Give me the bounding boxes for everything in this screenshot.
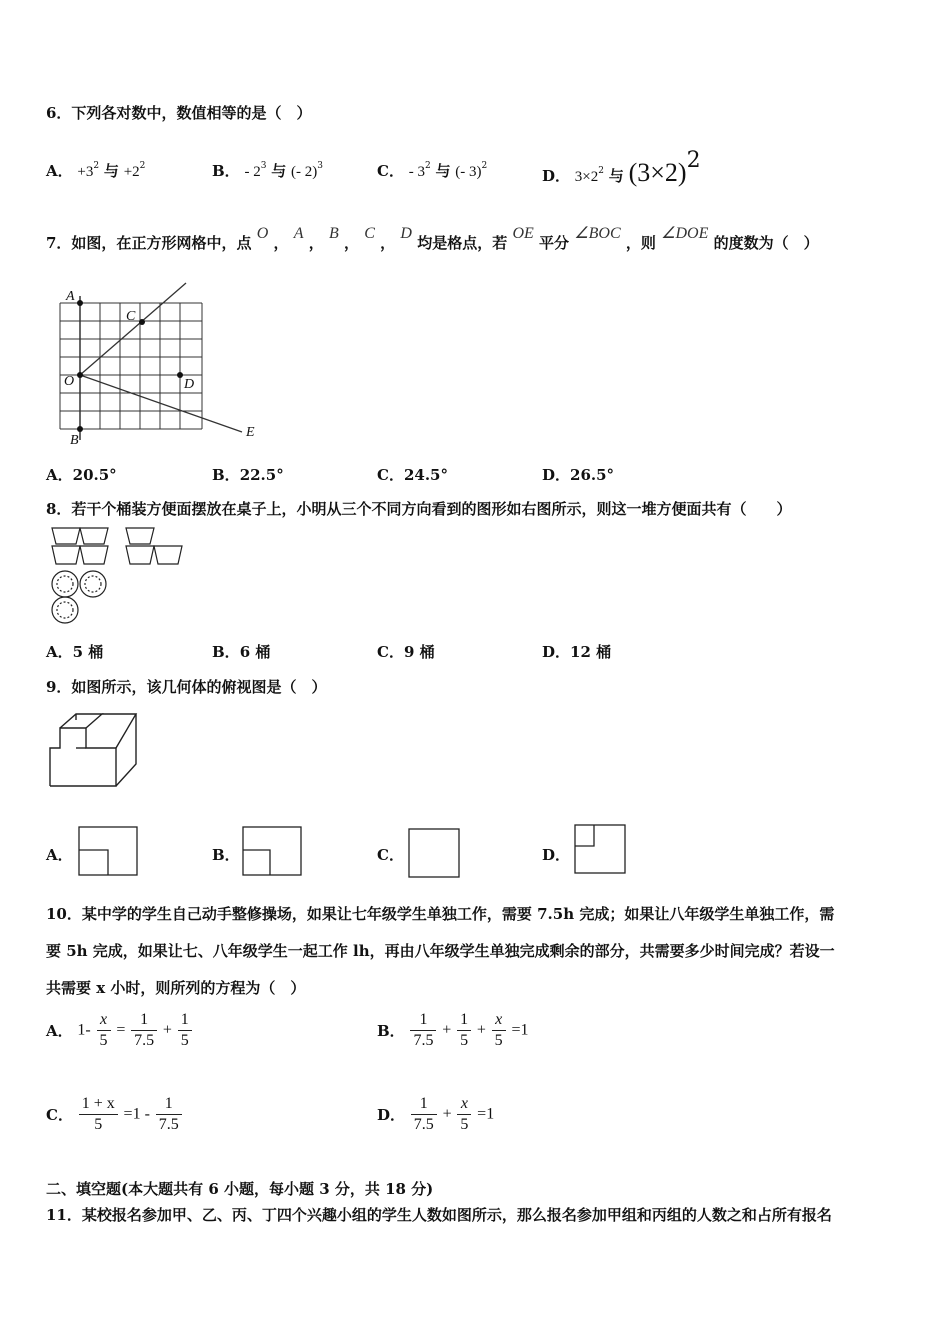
q6-option-c[interactable]: C． - $3^2$ 与 (- 3)$^2$ [377, 161, 488, 180]
q8-option-a[interactable]: A．5 桶 [46, 643, 104, 661]
q10-stem-line1: 10．某中学的学生自己动手整修操场，如果让七年级学生单独工作，需要 7.5h 完成；如果让八年级学生单独工作，需 [46, 905, 835, 923]
q9-option-c-figure[interactable] [408, 828, 462, 880]
q11-stem: 11．某校报名参加甲、乙、丙、丁四个兴趣小组的学生人数如图所示，那么报名参加甲组和丙组的人数之和占所有报名 [46, 1206, 832, 1224]
q9-stem: 9．如图所示，该几何体的俯视图是（ ） [46, 678, 327, 696]
fig-label-a: A [66, 289, 75, 304]
q7-grid-figure [50, 278, 270, 450]
q7-option-c[interactable]: C．24.5° [377, 466, 448, 484]
section-heading: 二、填空题(本大题共有 6 小题，每小题 3 分，共 18 分) [46, 1180, 434, 1198]
q10-stem-line3: 共需要 x 小时，则所列的方程为（ ） [46, 979, 306, 997]
q7-option-a[interactable]: A．20.5° [46, 466, 117, 484]
q6-stem: 6．下列各对数中，数值相等的是（ ） [46, 104, 312, 122]
q10-option-c[interactable]: C． $\frac{1 + x}{5}$ =1 - $\frac{1}{7.5}$ [46, 1094, 183, 1135]
q9-option-a-figure[interactable] [78, 826, 140, 878]
q9-option-d-figure[interactable] [574, 824, 628, 876]
q9-option-b-figure[interactable] [242, 826, 304, 878]
q8-stem: 8．若干个桶装方便面摆放在桌子上，小明从三个不同方向看到的图形如右图所示，则这一堆方便面共有（ ） [46, 500, 792, 518]
q8-option-d[interactable]: D．12 桶 [542, 643, 612, 661]
fig-label-e: E [246, 425, 255, 440]
fig-label-o: O [64, 374, 75, 389]
q9-option-d-label[interactable]: D． [542, 846, 571, 864]
q7-stem: 7．如图，在正方形网格中，点 O ， A ， B ， C ， D 均是格点，若 OE 平分 ∠BOC ，则 ∠DOE 的度数为（ ） [46, 225, 819, 252]
q9-option-a-label[interactable]: A． [46, 846, 73, 864]
q6-option-b[interactable]: B． - $2^3$ 与 (- 2)$^3$ [212, 161, 324, 180]
q6-option-d[interactable]: D． $3\times 2^2$ 与 $(3\times 2)^2$ [542, 148, 701, 187]
q10-stem-line2: 要 5h 完成，如果让七、八年级学生一起工作 lh，再由八年级学生单独完成剩余的部分，共需要多少时间完成？若设一 [46, 942, 835, 960]
q6-option-a[interactable]: A． $+3^2$ 与 $+2^2$ [46, 161, 146, 180]
fig-label-c: C [126, 309, 136, 324]
q8-option-b[interactable]: B．6 桶 [212, 643, 271, 661]
q7-option-d[interactable]: D．26.5° [542, 466, 615, 484]
q10-option-b[interactable]: B． $\frac{1}{7.5}$ + $\frac{1}{5}$ + $\frac{x}{5}$ =1 [377, 1011, 529, 1049]
q7-option-b[interactable]: B．22.5° [212, 466, 284, 484]
q10-option-d[interactable]: D． $\frac{1}{7.5}$ + $\frac{x}{5}$ =1 [377, 1095, 495, 1133]
q9-solid-figure [46, 708, 142, 790]
q9-option-b-label[interactable]: B． [212, 846, 240, 864]
q8-option-c[interactable]: C．9 桶 [377, 643, 435, 661]
q8-three-views-figure [48, 524, 198, 626]
q10-option-a[interactable]: A． 1- $\frac{x}{5}$ = $\frac{1}{7.5}$ + $\frac{1}{5}$ [46, 1010, 193, 1051]
fig-label-d: D [184, 377, 195, 392]
fig-label-b: B [70, 433, 79, 448]
q9-option-c-label[interactable]: C． [377, 846, 404, 864]
